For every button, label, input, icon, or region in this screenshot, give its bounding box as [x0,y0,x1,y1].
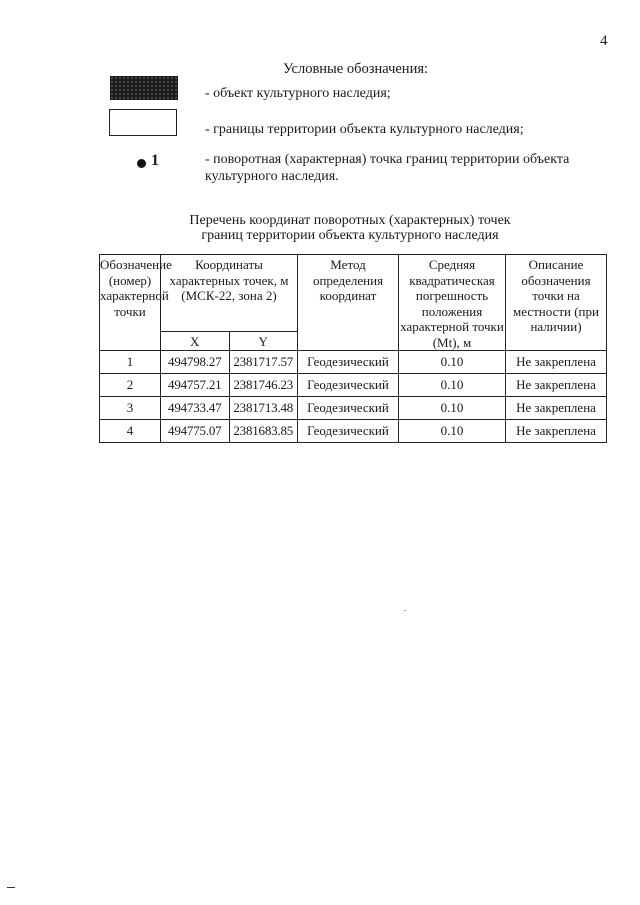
legend-point-label: 1 [151,152,159,169]
cell-method: Геодезический [298,397,399,420]
scan-speck [404,610,406,611]
cell-point-number: 2 [100,374,161,397]
cell-method: Геодезический [298,374,399,397]
cell-mean-error: 0.10 [399,351,506,374]
coordinates-table [99,254,607,443]
cell-x: 494775.07 [161,420,230,443]
header-point-number: Обозначение (номер) характерной точки [100,255,161,351]
scan-speck [7,887,15,888]
legend-symbol-turning-point [137,154,163,172]
cell-description: Не закреплена [506,351,607,374]
table-subtitle: границ территории объекта культурного наследия [201,228,499,243]
table-row [100,420,607,443]
cell-description: Не закреплена [506,397,607,420]
header-method: Метод определения координат [298,255,399,351]
cell-method: Геодезический [298,420,399,443]
table-title: Перечень координат поворотных (характерных) точек [189,213,511,228]
cell-y: 2381717.57 [229,351,298,374]
legend-text-turning-point: - поворотная (характерная) точка границ территории объекта культурного наследия. [205,152,570,184]
cell-description: Не закреплена [506,420,607,443]
page-number: 4 [600,33,608,49]
cell-x: 494798.27 [161,351,230,374]
header-description: Описание обозначения точки на местности (при наличии) [506,255,607,351]
cell-method: Геодезический [298,351,399,374]
cell-x: 494757.21 [161,374,230,397]
table-header-row [100,255,607,332]
cell-point-number: 1 [100,351,161,374]
point-dot-icon [137,159,146,168]
header-y: Y [229,332,298,351]
cell-point-number: 3 [100,397,161,420]
header-mean-error: Средняя квадратическая погрешность положения характерной точки (Mt), м [399,255,506,351]
cell-y: 2381683.85 [229,420,298,443]
header-x: X [161,332,230,351]
cell-mean-error: 0.10 [399,374,506,397]
cell-mean-error: 0.10 [399,420,506,443]
legend-title: Условные обозначения: [283,61,429,77]
cell-x: 494733.47 [161,397,230,420]
cell-mean-error: 0.10 [399,397,506,420]
cell-description: Не закреплена [506,374,607,397]
table-row [100,374,607,397]
legend-symbol-heritage-object [110,76,178,100]
header-coordinates: Координаты характерных точек, м (МСК-22, зона 2) [161,255,298,332]
cell-y: 2381713.48 [229,397,298,420]
cell-point-number: 4 [100,420,161,443]
legend-symbol-territory-boundary [109,109,177,136]
table-row [100,397,607,420]
legend-text-territory-boundary: - границы территории объекта культурного наследия; [205,122,524,137]
legend-text-heritage-object: - объект культурного наследия; [205,86,391,101]
cell-y: 2381746.23 [229,374,298,397]
table-row [100,351,607,374]
